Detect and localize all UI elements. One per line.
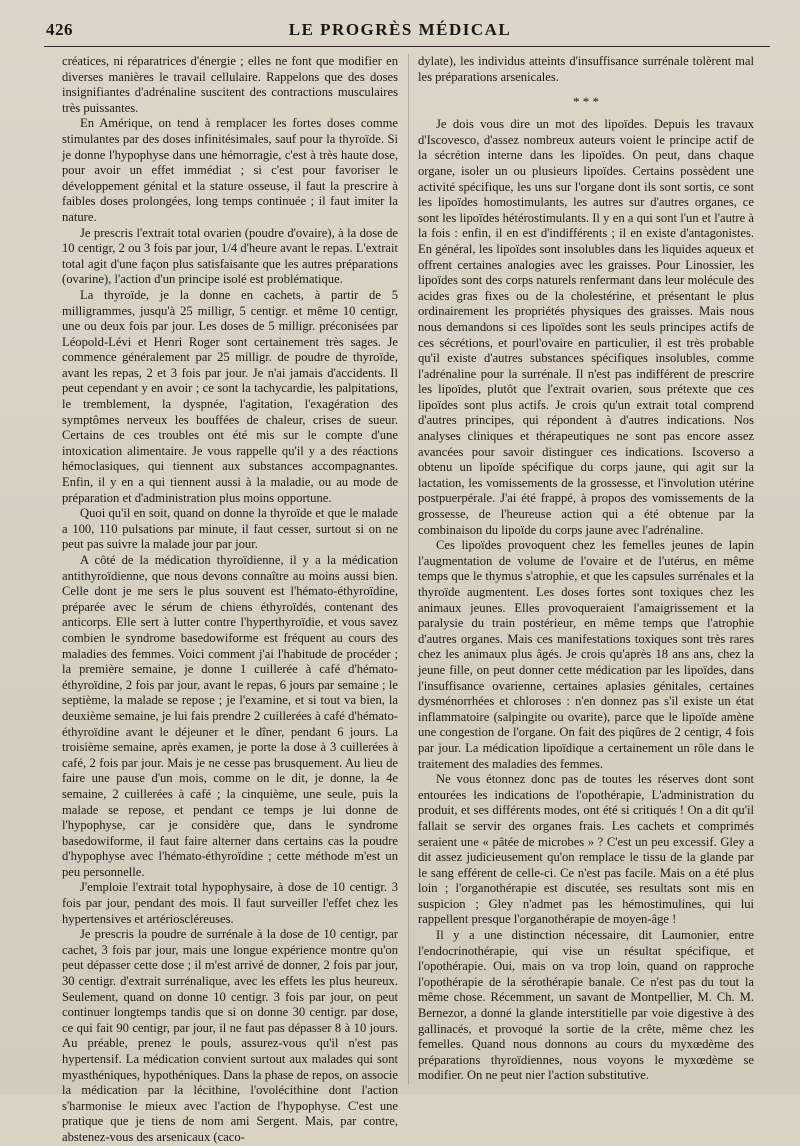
left-column [62, 54, 398, 1144]
running-title: LE PROGRÈS MÉDICAL [288, 20, 512, 39]
paragraph: Je prescris l'extrait total ovarien (poudre d'ovaire), à la dose de 10 centigr, 2 ou 3 fois par jour, 1/4 d'heure avant le repas. L'extrait total agit d'une façon plus satisfaisante que les autres préparations (ovarine), l'action d'un principe isolé est problématique. [62, 225, 398, 287]
paragraph: créatices, ni réparatrices d'énergie ; elles ne font que modifier en diverses manières le travail cellulaire. Rappelons que des doses insignifiantes d'adrénaline suscitent des contractions musculaires très puissantes. [62, 54, 398, 115]
paragraph: A côté de la médication thyroïdienne, il y a la médication antithyroïdienne, que nous devons connaître au moins aussi bien. Celle dont je me sers le plus souvent est l'hémato-éthyroïdine, préparée avec le sérum de chiens éthyroïdés, contenant des anticorps. Elle sert à lutter contre l'hyperthyroïdie, et vous savez combien le syndrome basedowiforme est fréquent au cours des maladies des femmes. Voici comment j'ai l'habitude de procéder ; la première semaine, je donne 1 cuillerée à café d'hémato-éthyroïdine, 2 fois par jour, avant le repas, 6 jours par semaine ; le septième, la malade se repose ; je l'examine, et si tout va bien, la deuxième semaine, je lui fais prendre 2 cuillerées à café d'hémato-éthyroïdine avant le déjeuner et le dîner, pendant 6 jours. La troisième semaine, après examen, je porte la dose à 3 cuillerées à café, 2 fois par jour. Mais je ne cesse pas brusquement. Au lieu de faire une pause d'un mois, comme on le dit, je donne, la 4e semaine, 2 cuillerées à café ; la cinquième, une seule, puis la malade se repose, et pendant ce temps je lui donne de l'hypophyse, car je considère que, dans le syndrome basedowiforme, il faut faire alterner dans certains cas la poudre d'hypophyse avec l'hémato-éthyroïdine ; cette méthode m'est un peu personnelle. [62, 553, 398, 879]
paragraph: Quoi qu'il en soit, quand on donne la thyroïde et que le malade a 100, 110 pulsations par minute, il faut cesser, surtout si on ne peut pas suivre la malade jour par jour. [62, 506, 398, 552]
paragraph: dylate), les individus atteints d'insuffisance surrénale tolèrent mal les préparations arsenicales. [418, 54, 754, 84]
paragraph: Je dois vous dire un mot des lipoïdes. Depuis les travaux d'Iscovesco, d'assez nombreux auteurs voient le principe actif de la sécrétion interne dans les lipoïdes. On peut, dans chaque organe, isoler un ou plusieurs lipoïdes. Certains possèdent une activité spécifique, les uns sur l'organe dont ils sont sortis, ce sont les lipoïdes homostimulants, les autres sur d'autres organes, ce sont les lipoïdes hétérostimulants. Il y en a qui sont l'un et l'autre à la fois : enfin, il en est d'indifférents ; il en existe d'antagonistes. En général, les lipoïdes sont insolubles dans les liquides aqueux et offrent certaines analogies avec les graisses. Pour Linossier, les lipoïdes sont des corps naturels renfermant dans leur molécule des acides gras fixes ou de la cholestérine, et présentant le plus ordinairement les propriétés physiques des graisses. Mais nous nous demandons si ces lipoïdes sont les seuls principes actifs de ces sécrétions, et pourl'ovaire en particulier, il est très probable qu'il existe d'autres substances spécifiques insolubles, comme l'adrénaline pour la surrénale. Il n'est pas indifférent de prescrire les lipoïdes, plutôt que l'extrait ovarien, sous prétexte que ces lipoïdes sont plus actifs. Je crois qu'un extrait total comprend d'autres principes, qui répondent à d'autres indications. Nos analyses cliniques et thérapeutiques ne sont pas encore assez avancées pour savoir distinguer ces indications. Iscoverso a obtenu un lipoïde spécifique du corps jaune, qui agit sur la lactation, les vomissements de la grossesse, et l'involution utérine postpuerpérale. J'ai été frappé, à propos des vomissements de la grossesse, de l'heureuse action qui a été obtenue par la combinaison du lipoïde du corps jaune avec l'adrénaline. [418, 117, 754, 537]
page-number: 426 [46, 20, 73, 39]
paragraph: Il y a une distinction nécessaire, dit Laumonier, entre l'endocrinothérapie, qui vise un résultat spécifique, et l'opothérapie. Oui, mais on va trop loin, quand on rapproche l'opothérapie de la sérothérapie banale. Ce n'est pas du tout la même chose. Récemment, un savant de Montpellier, M. Ch. M. Bernezor, a donné la glande interstitielle par voie digestive à des gallinacés, et provoqué la sortie de la crête, même chez les femelles. Quand nous donnons au cours du myxœdème des préparations thyroïdiennes, nous voyons le myxœdème se modifier. On ne peut nier l'action substitutive. [418, 928, 754, 1083]
column-divider [408, 54, 409, 1084]
paragraph: J'emploie l'extrait total hypophysaire, à dose de 10 centigr. 3 fois par jour, pendant des mois. Il faut surveiller l'effet chez les hypertensives et artérioscléreuses. [62, 880, 398, 926]
paragraph: Ces lipoïdes provoquent chez les femelles jeunes de lapin l'augmentation de volume de l'ovaire et de l'utérus, en même temps que le thymus s'atrophie, et que les capsules surrénales et la thyroïde augmentent. Les doses fortes sont toxiques chez les animaux jeunes. Elles provoqueraient l'amaigrissement et la paralysie du train postérieur, en même temps que l'atrophie d'autres organes. Mais ces manifestations toxiques sont très rares chez les animaux plus âgés. Je crois qu'après 18 ans ans, chez la jeune fille, on peut donner cette médication par les lipoïdes, dans l'insuffisance ovarienne, certaines aplasies génitales, certaines dysménorrhées et chloroses : n'en donnez pas s'il existe un état inflammatoire (salpingite ou ovarite), parce que le lipoïde amène une congestion de l'organe. On fait des piqûres de 2 centigr, 4 fois par jour. La médication lipoïdique a certainement un rôle dans le traitement des maladies des femmes. [418, 538, 754, 771]
paragraph: En Amérique, on tend à remplacer les fortes doses comme stimulantes par des doses infinitésimales, sauf pour la thyroïde. Si je donne l'hypophyse dans une hémorragie, c'est à très haute dose, pour avoir un effet immédiat ; si c'est pour favoriser le développement génital et la stature osseuse, il faut la prescrire à faibles doses prolongées, long temps continuée ; il faut imiter la nature. [62, 116, 398, 224]
header-rule [44, 46, 770, 47]
page-header [0, 0, 800, 56]
right-column [418, 54, 754, 1084]
paragraph: Ne vous étonnez donc pas de toutes les réserves dont sont entourées les indications de l'opothérapie, L'administration du produit, et ses différents modes, ont été si critiqués ! On a dit qu'il fallait se servir des organes frais. Les cachets et comprimés seraient une « pâtée de microbes » ? C'est un peu excessif. Gley a dit assez judicieusement qu'on remplace le tissu de la glande par le sang efférent de celle-ci. Ce n'est pas facile. Mais on a été plus loin ; l'organothérapie est discutée, ses resultats sont mis en suspicion ; Gley n'admet pas les hémostimulines, qui lui rappellent presque l'organothérapie de moyen-âge ! [418, 772, 754, 927]
section-separator: * * * [573, 94, 599, 110]
paragraph: Je prescris la poudre de surrénale à la dose de 10 centigr, par cachet, 3 fois par jour, mais une longue expérience montre qu'on peut dépasser cette dose ; il m'est arrivé de donner, 2 fois par jour, 30 centigr. d'extrait surrénalique, avec les effets les plus heureux. Seulement, quand on donne 10 centigr. 3 fois par jour, on peut continuer longtemps tandis que si on donne 30 centigr. par dose, ce qui fait 90 centigr, par jour, il ne faut pas dépasser 8 à 10 jours. Au préable, prenez le pouls, assurez-vous qu'il n'est pas hypertensif. La médication convient surtout aux malades qui sont myasthéniques, hypothéniques. Dans la phase de repos, on associe la médication par la lécithine, l'ovolécithine dont l'action s'harmonise le mieux avec l'action de l'hypophyse. C'est une pratique que je tiens de nom ami Sergent. Mais, par contre, abstenez-vous des arsenicaux (caco- [62, 927, 398, 1144]
paragraph: La thyroïde, je la donne en cachets, à partir de 5 milligrammes, jusqu'à 25 milligr, 5 centigr. et même 10 centigr, une ou deux fois par jour. Les doses de 5 milligr. préconisées par Léopold-Lévi et Henri Roger sont certainement très sages. Je commence généralement par 25 milligr. de poudre de thyroïde, avant les repas, 2 et 3 fois par jour. Je n'ai jamais d'accidents. Il peut cependant y en avoir ; ce sont la tachycardie, les palpitations, le tremblement, la dyspnée, l'agitation, l'exagération des symptômes nerveux les bouffées de chaleur, crises de sueur. Certains de ces troubles ont été mis sur le compte d'une intoxication alimentaire. Je vous rappelle qu'il y a des réactions hémoclasiques, qui tiennent aux substances accompagnantes. Enfin, il y en a qui tiennent aussi à la maladie, ou au mode de préparation et d'administration plus moins opportune. [62, 287, 398, 505]
